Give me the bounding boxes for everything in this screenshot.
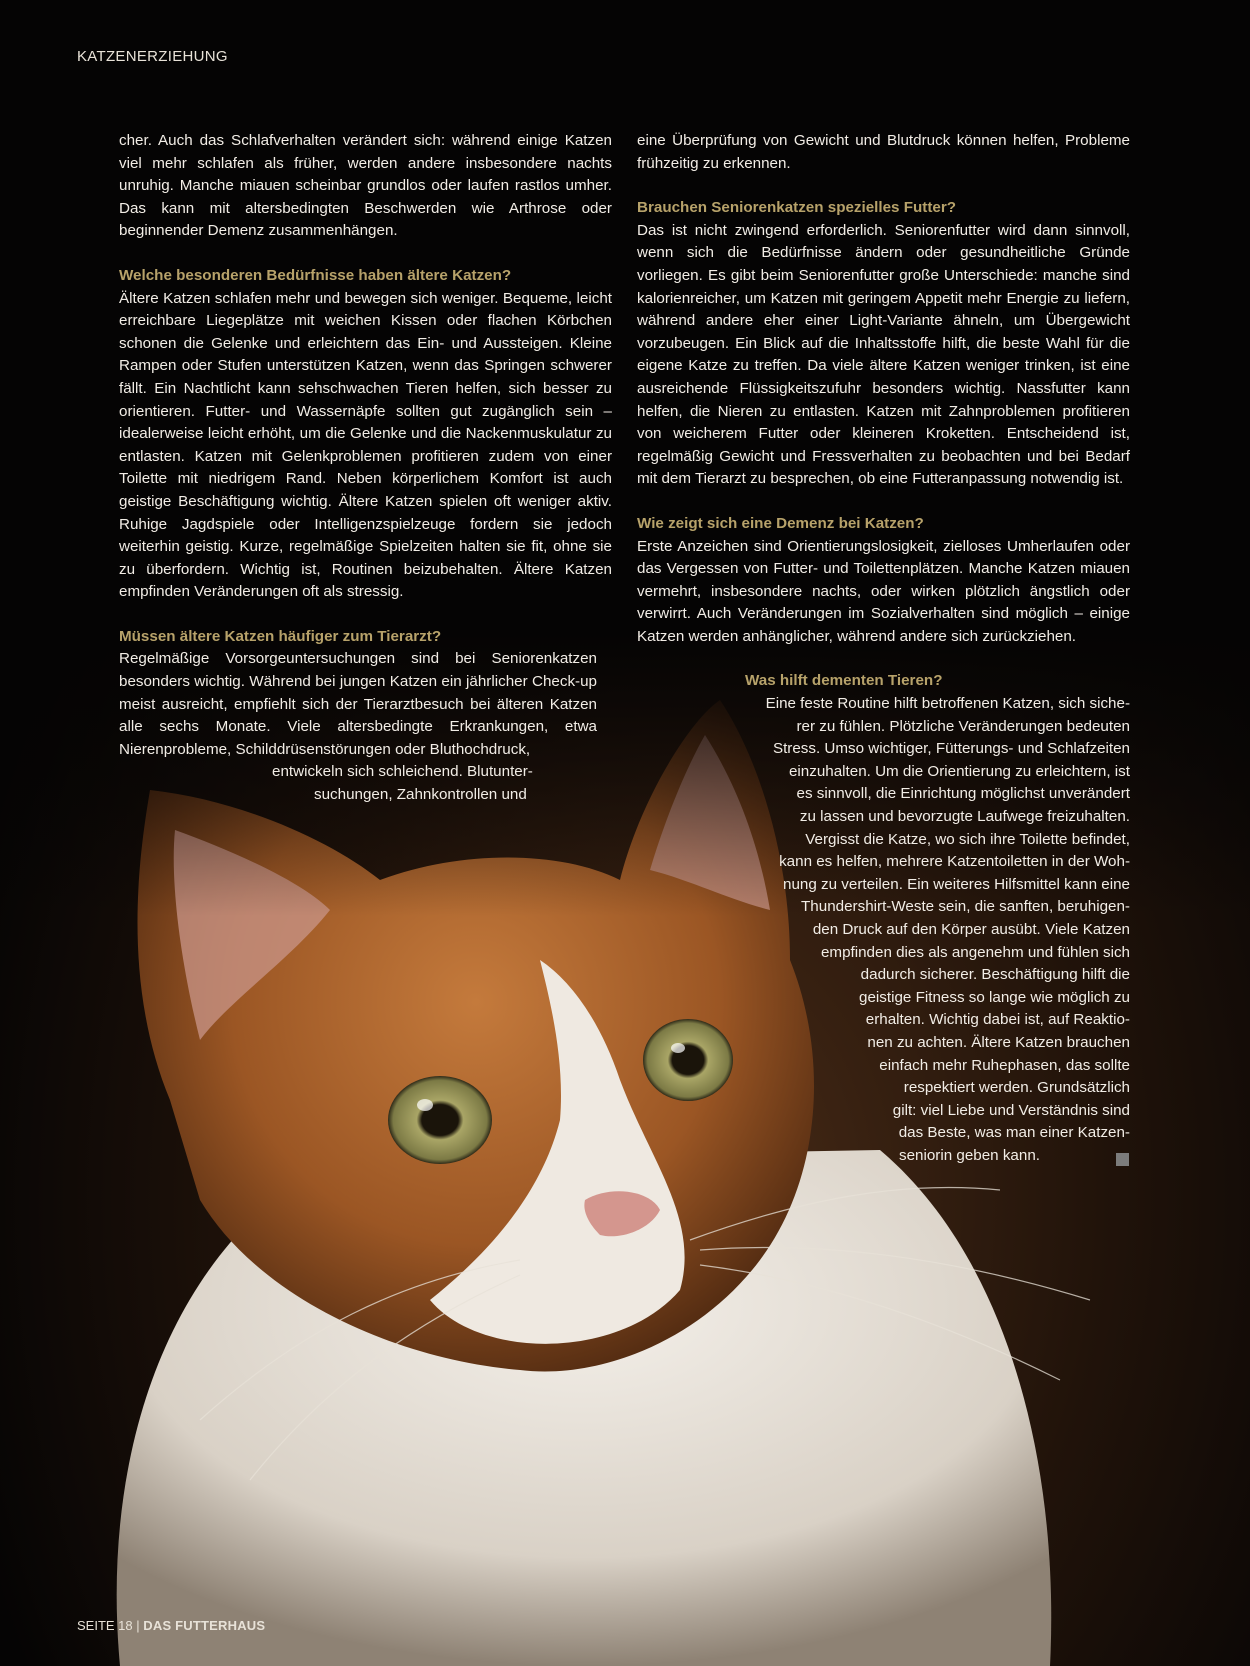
text-line: kann es helfen, mehrere Katzentoiletten in der Woh- xyxy=(779,853,1130,871)
text-line: seniorin geben kann. xyxy=(898,1146,1040,1164)
paragraph-food: Das ist nicht zwingend erforderlich. Seniorenfutter wird dann sinnvoll, wenn sich die Bedürfnisse ändern oder gesundheitliche Gründe vorliegen. Es gibt beim Seniorenfutter große Unterschiede: manche sind kalorienreicher, um Katzen mit geringem Appetit mehr Energie zu liefern, während andere eher einer Light-Variante ähneln, um Übergewicht vorzubeugen. Ein Blick auf die Inhaltsstoffe hilft, die beste Wahl für die eigene Katze zu treffen. Da viele ältere Katzen weniger trinken, ist eine ausreichende Flüssigkeitszufuhr besonders wichtig. Nassfutter kann helfen, die Nieren zu entlasten. Katzen mit Zahnproblemen profitieren von weicherem Futter oder kleineren Kroketten. Entscheidend ist, regelmäßig Gewicht und Fressverhalten zu beobachten und bei Bedarf mit dem Tierarzt zu besprechen, ob eine Futteranpassung notwendig ist. xyxy=(637,221,1130,488)
text-line: empfinden dies als angenehm und fühlen sich xyxy=(820,943,1130,961)
text-line: nen zu achten. Ältere Katzen brauchen xyxy=(867,1033,1130,1051)
text-line: rer zu fühlen. Plötzliche Veränderungen bedeuten xyxy=(796,717,1130,735)
text-line: das Beste, was man einer Katzen- xyxy=(898,1124,1130,1142)
text-line: Vergisst die Katze, wo sich ihre Toilette befindet, xyxy=(805,830,1130,848)
column-left xyxy=(119,130,612,807)
text-line: gilt: viel Liebe und Verständnis sind xyxy=(892,1101,1130,1119)
text-line: respektiert werden. Grundsätzlich xyxy=(903,1079,1130,1097)
text-line: es sinnvoll, die Einrichtung möglichst unverändert xyxy=(796,785,1130,803)
heading-needs: Welche besonderen Bedürfnisse haben ältere Katzen? xyxy=(119,266,512,284)
text-line: Stress. Umso wichtiger, Fütterungs- und Schlafzeiten xyxy=(772,740,1130,758)
column-right xyxy=(637,130,1130,1168)
text-line: erhalten. Wichtig dabei ist, auf Reaktio- xyxy=(865,1011,1130,1029)
page-footer xyxy=(77,1618,265,1633)
heading-help: Was hilft dementen Tieren? xyxy=(745,672,943,690)
text-line: einzuhalten. Um die Orientierung zu erleichtern, ist xyxy=(788,762,1130,780)
paragraph-vet-line: entwickeln sich schleichend. Blutunter- xyxy=(272,763,533,781)
text-line: dadurch sicherer. Beschäftigung hilft die xyxy=(860,966,1130,984)
text-line: einfach mehr Ruhephasen, das sollte xyxy=(879,1056,1130,1074)
paragraph-help xyxy=(637,693,1130,1167)
paragraph-vet-line: suchungen, Zahnkontrollen und xyxy=(314,786,527,804)
paragraph-vet: Regelmäßige Vorsorgeuntersuchungen sind bei Seniorenkatzen besonders wichtig. Während bei jungen Katzen ein jährlicher Check-up meist ausreicht, empfiehlt sich der Tierarztbesuch bei älteren Katzen alle sechs Monate. Viele altersbedingte Erkrankungen, etwa Nierenprobleme, Schilddrüsenstörungen oder Bluthochdruck, xyxy=(119,650,597,758)
paragraph-continued: eine Überprüfung von Gewicht und Blutdruck können helfen, Probleme frühzeitig zu erkennen. xyxy=(637,132,1130,172)
page-number: SEITE 18 xyxy=(77,1618,133,1633)
paragraph-needs: Ältere Katzen schlafen mehr und bewegen sich weniger. Bequeme, leicht erreichbare Liegeplätze mit weichen Kissen oder flachen Körbchen schonen die Gelenke und erleichtern das Ein- und Aussteigen. Kleine Rampen oder Stufen unterstützen Katzen, wenn das Springen schwerer fällt. Ein Nachtlicht kann sehschwachen Tieren helfen, sich besser zu orientieren. Futter- und Wassernäpfe sollten gut zugänglich sein – idealerweise leicht erhöht, um die Gelenke und die Nackenmuskulatur zu entlasten. Katzen mit Gelenkproblemen profitieren zudem von einer Toilette mit niedrigem Rand. Neben körperlichem Komfort ist auch geistige Beschäftigung wichtig. Ältere Katzen spielen oft weniger aktiv. Ruhige Jagdspiele oder Intelligenzspielzeuge fordern sie jedoch weiterhin geistig. Kurze, regelmäßige Spielzeiten halten sie fit, ohne sie zu überfordern. Wichtig ist, Routinen beizubehalten. Ältere Katzen empfinden Veränderungen oft als stressig. xyxy=(119,289,612,601)
paragraph-intro: cher. Auch das Schlafverhalten verändert sich: während einige Katzen viel mehr schlafen als früher, werden andere insbesondere nachts unruhig. Manche miauen scheinbar grundlos oder laufen rastlos umher. Das kann mit altersbedingten Beschwerden wie Arthrose oder beginnender Demenz zusammenhängen. xyxy=(119,132,612,240)
text-line: den Druck auf den Körper ausübt. Viele Katzen xyxy=(812,921,1130,938)
text-line: geistige Fitness so lange wie möglich zu xyxy=(859,988,1130,1006)
text-line: Eine feste Routine hilft betroffenen Katzen, sich siche- xyxy=(765,695,1130,713)
section-label: KATZENERZIEHUNG xyxy=(77,48,228,65)
heading-food: Brauchen Seniorenkatzen spezielles Futter? xyxy=(637,199,957,217)
text-line: nung zu verteilen. Ein weiteres Hilfsmittel kann eine xyxy=(783,875,1130,893)
footer-separator: | xyxy=(136,1618,140,1633)
magazine-brand: DAS FUTTERHAUS xyxy=(143,1618,266,1633)
end-of-article-mark xyxy=(1116,1153,1129,1166)
heading-vet: Müssen ältere Katzen häufiger zum Tierarzt? xyxy=(119,627,442,645)
text-line: zu lassen und bevorzugte Laufwege freizuhalten. xyxy=(799,808,1130,826)
heading-dementia: Wie zeigt sich eine Demenz bei Katzen? xyxy=(637,514,924,532)
paragraph-dementia: Erste Anzeichen sind Orientierungslosigkeit, zielloses Umherlaufen oder das Vergessen von Futter- und Toilettenplätzen. Manche Katzen miauen vermehrt, insbesondere nachts, oder wirken plötzlich ängstlich oder verwirrt. Auch Veränderungen im Sozialverhalten sind möglich – einige Katzen werden anhänglicher, während andere sich zurückziehen. xyxy=(637,537,1130,645)
text-line: Thundershirt-Weste sein, die sanften, beruhigen- xyxy=(801,898,1130,916)
